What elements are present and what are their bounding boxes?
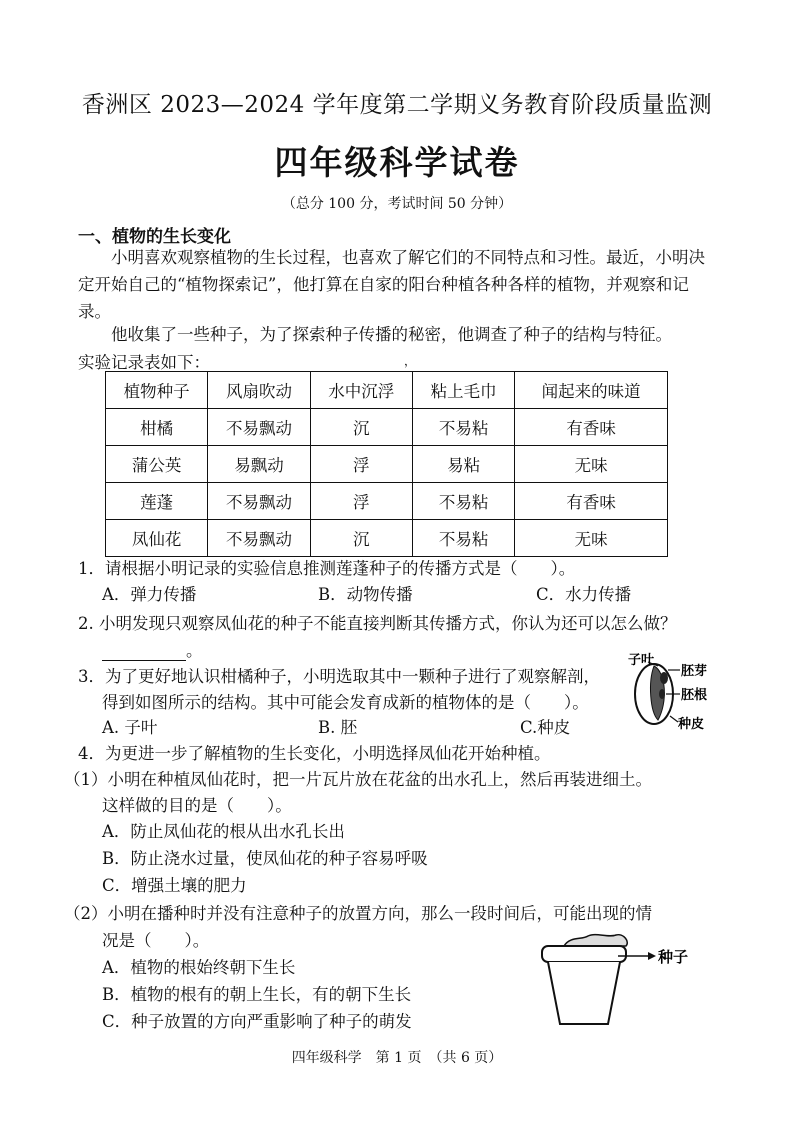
exam-subtitle: （总分 100 分，考试时间 50 分钟）	[281, 196, 513, 212]
q4-1-option-a: A．防止凤仙花的根从出水孔长出	[102, 822, 345, 841]
q3-option-b: B. 胚	[318, 718, 358, 737]
table-cell: 沉	[310, 520, 412, 557]
question-4: 4．为更进一步了解植物的生长变化，小明选择凤仙花开始种植。	[78, 744, 551, 763]
q4-1-option-c: C．增强土壤的肥力	[102, 876, 247, 895]
table-label: 实验记录表如下：	[78, 353, 210, 372]
table-cell: 浮	[310, 483, 412, 520]
seed-coat-pointer	[670, 716, 678, 722]
q1-option-c: C．水力传播	[536, 585, 632, 604]
table-cell: 易飘动	[208, 446, 310, 483]
table-cell: 无味	[515, 520, 668, 557]
table-cell: 有香味	[515, 483, 668, 520]
table-cell: 无味	[515, 446, 668, 483]
seed-paragraph: 他收集了一些种子，为了探索种子传播的秘密，他调查了种子的结构与特征。	[111, 325, 672, 344]
table-header-cell: 闻起来的味道	[515, 372, 668, 409]
question-4-1-line1: （1）小明在种植凤仙花时，把一片瓦片放在花盆的出水孔上，然后再装进细土。	[64, 770, 652, 789]
table-cell: 不易飘动	[208, 520, 310, 557]
table-row	[106, 520, 668, 557]
radicle-shape	[659, 689, 665, 699]
q2-end-mark: 。	[186, 641, 203, 660]
plumule-shape	[660, 672, 668, 684]
table-cell: 不易飘动	[208, 483, 310, 520]
q1-option-a: A．弹力传播	[102, 585, 197, 604]
label-cotyledon: 子叶	[628, 653, 655, 668]
q3-option-c: C.种皮	[520, 718, 571, 737]
label-plumule: 胚芽	[681, 664, 708, 679]
page-footer: 四年级科学 第 1 页 （共 6 页）	[291, 1050, 503, 1066]
stray-mark: ，	[404, 354, 417, 368]
table-header-cell: 水中沉浮	[310, 372, 412, 409]
experiment-table	[105, 371, 668, 557]
table-row	[106, 409, 668, 446]
question-3-line2: 得到如图所示的结构。其中可能会发育成新的植物体的是（ ）。	[102, 693, 589, 712]
q1-option-b: B．动物传播	[318, 585, 413, 604]
table-header-cell: 植物种子	[106, 372, 208, 409]
question-1: 1．请根据小明记录的实验信息推测莲蓬种子的传播方式是（ ）。	[78, 559, 576, 578]
table-header-cell: 风扇吹动	[208, 372, 310, 409]
label-seed-coat: 种皮	[678, 717, 705, 732]
question-4-2-line2: 况是（ ）。	[102, 931, 210, 950]
table-row	[106, 446, 668, 483]
question-4-1-line2: 这样做的目的是（ ）。	[102, 796, 292, 815]
table-cell: 浮	[310, 446, 412, 483]
q4-2-option-c: C．种子放置的方向严重影响了种子的萌发	[102, 1012, 412, 1031]
label-seed: 种子	[658, 948, 689, 966]
pot-body	[548, 962, 620, 1024]
soil-mound	[564, 935, 627, 946]
label-radicle: 胚根	[681, 688, 708, 703]
answer-blank[interactable]	[102, 644, 186, 661]
table-cell: 有香味	[515, 409, 668, 446]
table-header-cell: 粘上毛巾	[412, 372, 514, 409]
table-cell: 莲蓬	[106, 483, 208, 520]
table-cell: 不易粘	[412, 409, 514, 446]
table-cell: 不易飘动	[208, 409, 310, 446]
table-cell: 凤仙花	[106, 520, 208, 557]
pot-rim	[542, 946, 626, 962]
q4-2-option-a: A．植物的根始终朝下生长	[102, 958, 296, 977]
q2-answer-line[interactable]	[102, 637, 203, 661]
section-heading: 一、植物的生长变化	[78, 227, 231, 247]
question-2: 2. 小明发现只观察凤仙花的种子不能直接判断其传播方式，你认为还可以怎么做？	[78, 614, 677, 633]
q4-1-option-b: B．防止浇水过量，使凤仙花的种子容易呼吸	[102, 849, 428, 868]
question-4-2-line1: （2）小明在播种时并没有注意种子的放置方向，那么一段时间后，可能出现的情	[64, 904, 652, 923]
table-cell: 柑橘	[106, 409, 208, 446]
seed-structure-figure	[620, 652, 720, 734]
table-cell: 不易粘	[412, 520, 514, 557]
table-cell: 沉	[310, 409, 412, 446]
intro-paragraph: 小明喜欢观察植物的生长过程，也喜欢了解它们的不同特点和习性。最近，小明决定开始自己的“植物探索记”，他打算在自家的阳台种植各种各样的植物，并观察和记录。	[78, 248, 705, 321]
question-3-line1: 3．为了更好地认识柑橘种子，小明选取其中一颗种子进行了观察解剖，	[78, 667, 600, 686]
table-cell: 蒲公英	[106, 446, 208, 483]
exam-title: 四年级科学试卷	[274, 143, 520, 182]
table-header-row	[106, 372, 668, 409]
q3-option-a: A. 子叶	[102, 718, 158, 737]
table-cell: 不易粘	[412, 483, 514, 520]
flower-pot-figure	[530, 930, 710, 1030]
table-cell: 易粘	[412, 446, 514, 483]
seed-arrow-head	[648, 952, 656, 960]
table-row	[106, 483, 668, 520]
q4-2-option-b: B．植物的根有的朝上生长，有的朝下生长	[102, 985, 412, 1004]
exam-title-line1: 香洲区 2023—2024 学年度第二学期义务教育阶段质量监测	[81, 92, 713, 118]
